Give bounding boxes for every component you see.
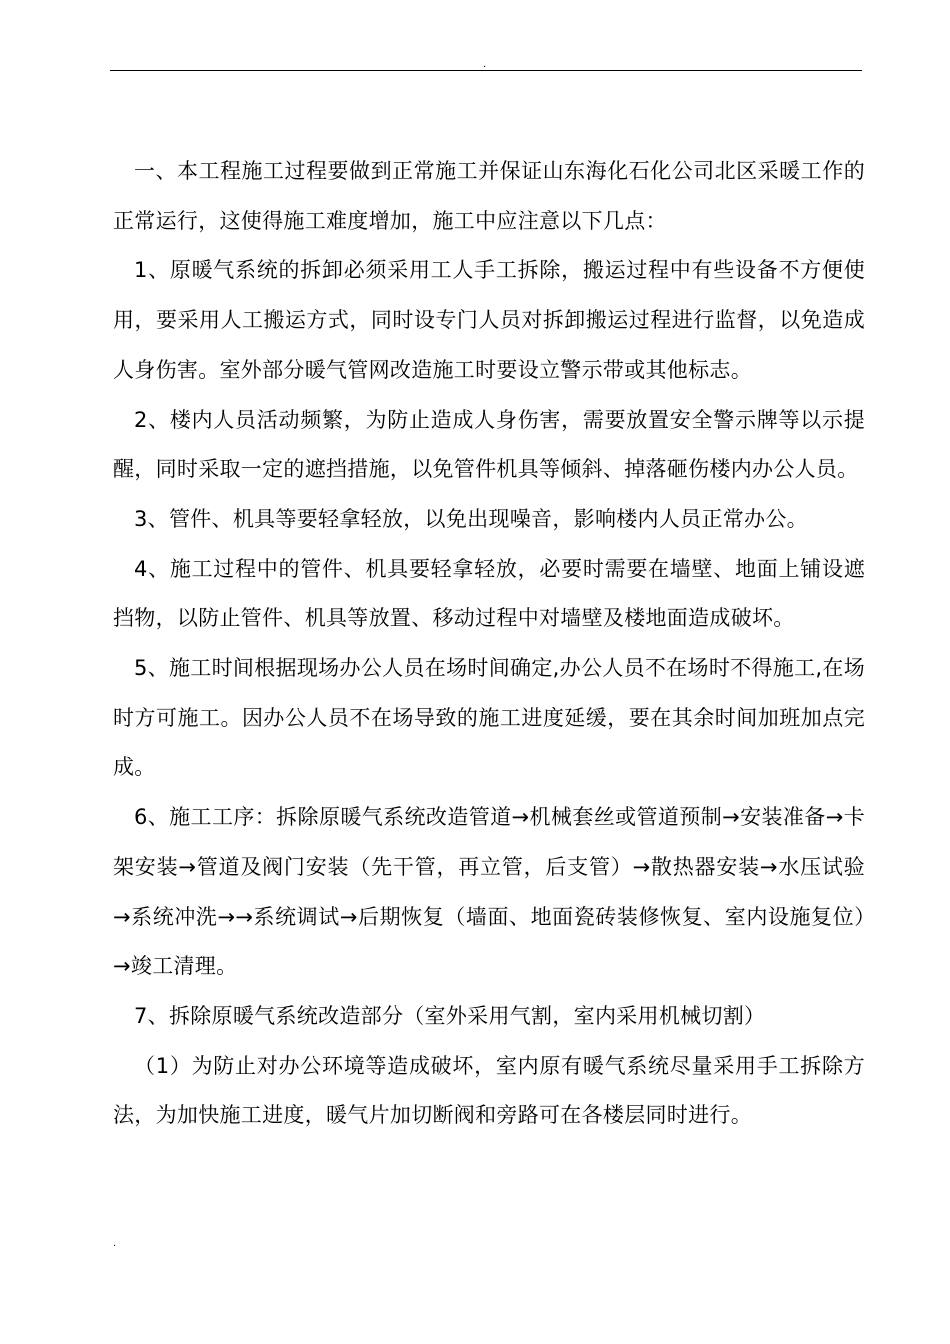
paragraph-item-6: 6、施工工序：拆除原暖气系统改造管道→机械套丝或管道预制→安装准备→卡架安装→管道及阀门安装（先干管，再立管，后支管）→散热器安装→水压试验→系统冲洗→→系统调试→后期恢复（墙面、地面瓷砖装修恢复、室内设施复位）→竣工清理。 (113, 805, 865, 979)
paragraph-intro: 一、本工程施工过程要做到正常施工并保证山东海化石化公司北区采暖工作的正常运行，这使得施工难度增加，施工中应注意以下几点： (113, 159, 865, 233)
paragraph-item-3: 3、管件、机具等要轻拿轻放，以免出现噪音，影响楼内人员正常办公。 (134, 506, 808, 531)
paragraph-item-2: 2、楼内人员活动频繁，为防止造成人身伤害，需要放置安全警示牌等以示提醒，同时采取一定的遮挡措施，以免管件机具等倾斜、掉落砸伤楼内办公人员。 (113, 407, 865, 482)
paragraph-item-4: 4、施工过程中的管件、机具要轻拿轻放，必要时需要在墙壁、地面上铺设遮挡物，以防止管件、机具等放置、移动过程中对墙壁及楼地面造成破坏。 (113, 556, 865, 631)
header-mark: . (483, 59, 487, 70)
paragraph-item-1: 1、原暖气系统的拆卸必须采用工人手工拆除，搬运过程中有些设备不方便使用，要采用人工搬运方式，同时设专门人员对拆卸搬运过程进行监督，以免造成人身伤害。室外部分暖气管网改造施工时要设立警示带或其他标志。 (113, 258, 865, 382)
footer-mark: . (113, 1238, 117, 1249)
paragraph-item-7: 7、拆除原暖气系统改造部分（室外采用气割，室内采用机械切割） (134, 1003, 766, 1028)
paragraph-item-5: 5、施工时间根据现场办公人员在场时间确定,办公人员不在场时不得施工,在场时方可施工。因办公人员不在场导致的施工进度延缓，要在其余时间加班加点完成。 (113, 656, 865, 780)
document-body (113, 147, 865, 1141)
header-rule (110, 70, 862, 71)
paragraph-subitem-1: （1）为防止对办公环境等造成破坏，室内原有暖气系统尽量采用手工拆除方法，为加快施工进度，暖气片加切断阀和旁路可在各楼层同时进行。 (113, 1053, 865, 1128)
